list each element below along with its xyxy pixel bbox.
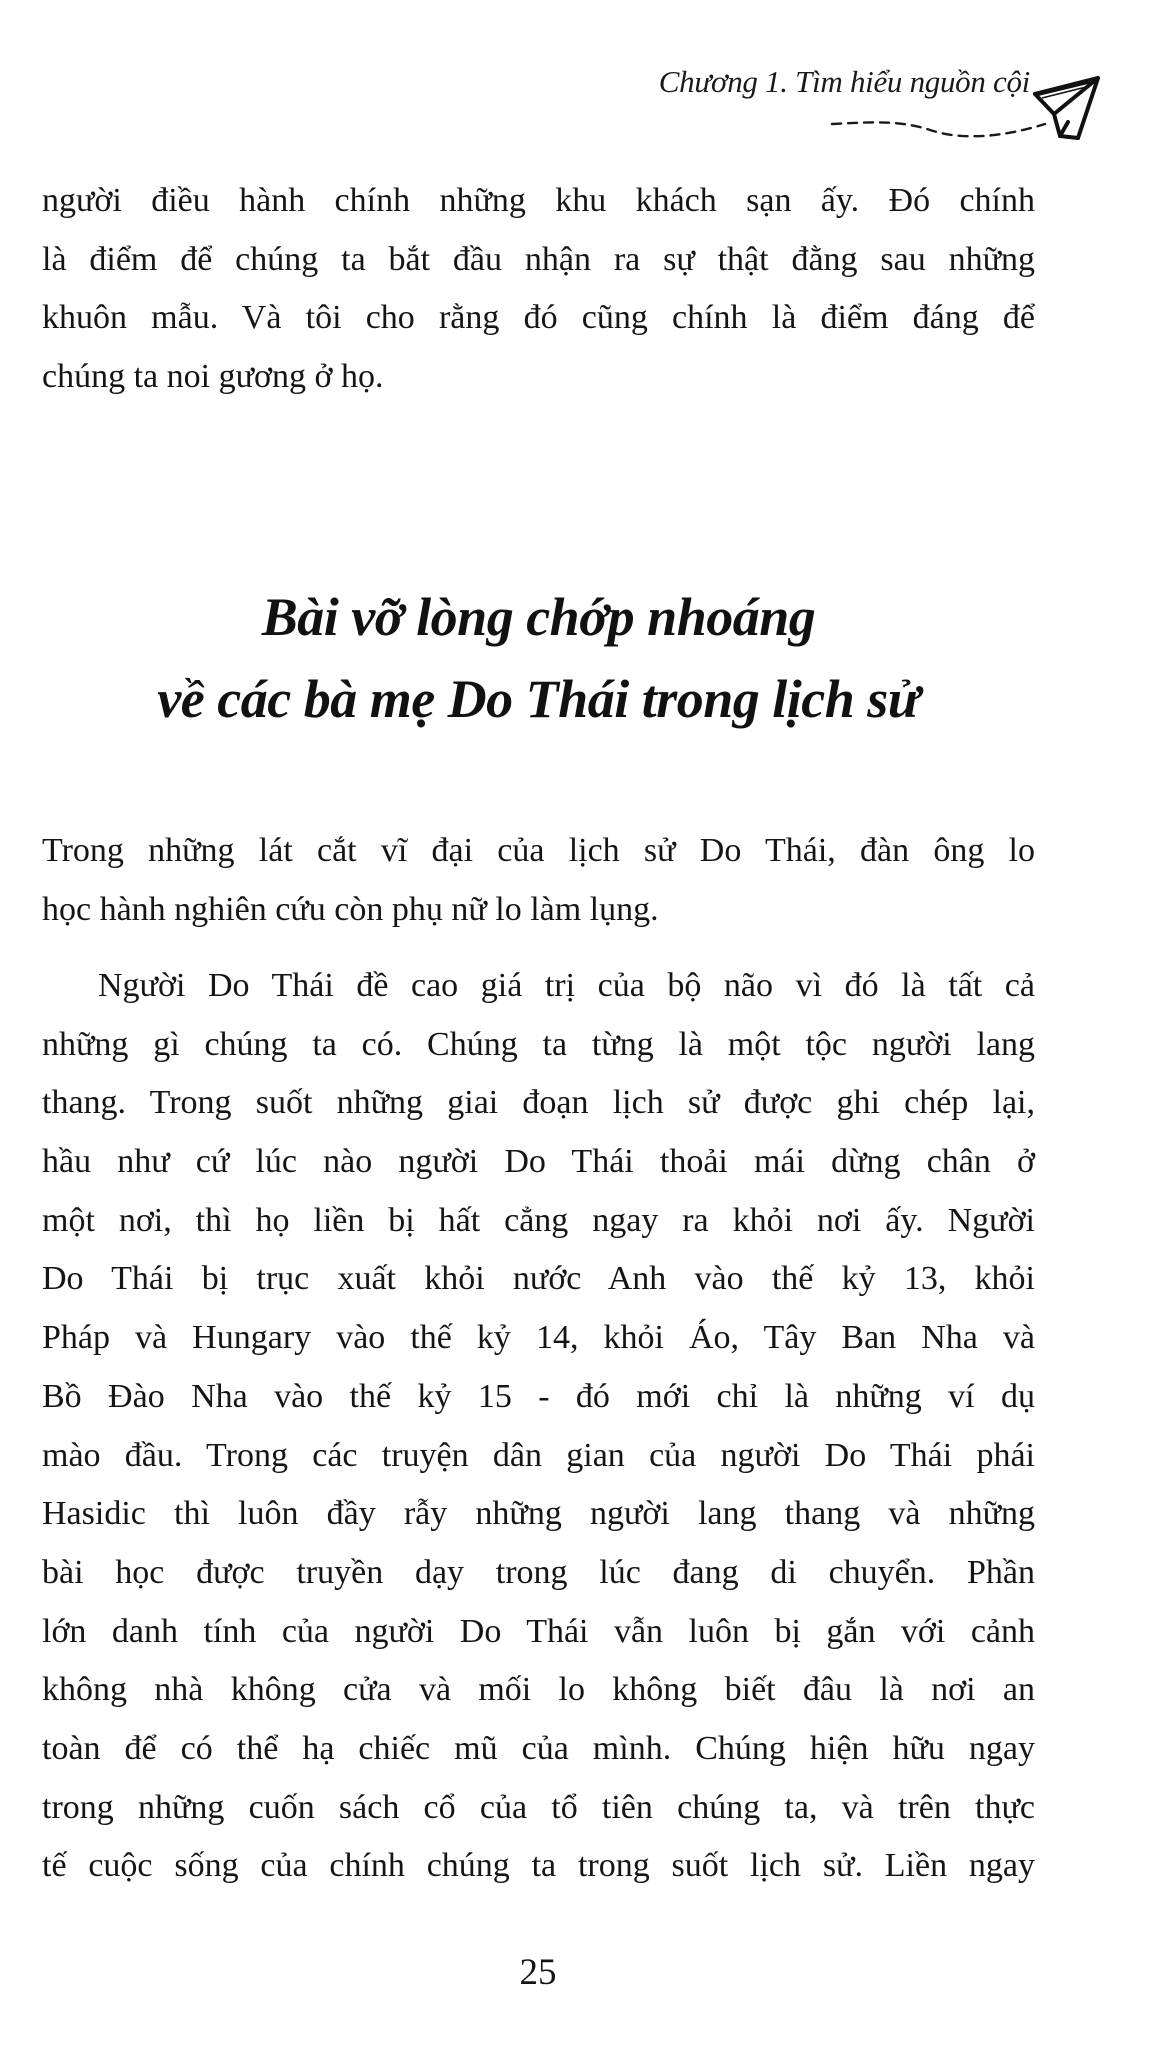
section-title-line-1: Bài vỡ lòng chớp nhoáng (261, 587, 816, 647)
text-line: Do Thái bị trục xuất khỏi nước Anh vào thế kỷ 13, khỏi (42, 1260, 1035, 1298)
text-line: Pháp và Hungary vào thế kỷ 14, khỏi Áo, Tây Ban Nha và (42, 1319, 1035, 1357)
paragraph-intro (42, 822, 1035, 939)
text-line: thang. Trong suốt những giai đoạn lịch sử được ghi chép lại, (42, 1084, 1035, 1122)
text-line: toàn để có thể hạ chiếc mũ của mình. Chúng hiện hữu ngay (42, 1729, 1035, 1767)
paper-plane-icon (1030, 74, 1105, 144)
section-title (42, 576, 1035, 740)
text-line: Người Do Thái đề cao giá trị của bộ não vì đó là tất cả (98, 967, 1035, 1004)
text-line: chúng ta noi gương ở họ. (42, 358, 384, 396)
text-line: trong những cuốn sách cổ của tổ tiên chúng ta, và trên thực (42, 1788, 1035, 1826)
text-line: lớn danh tính của người Do Thái vẫn luôn bị gắn với cảnh (42, 1612, 1035, 1650)
page-number: 25 (519, 1952, 557, 1993)
text-line: khuôn mẫu. Và tôi cho rằng đó cũng chính là điểm đáng để (42, 299, 1035, 337)
dashed-flight-path-icon (830, 108, 1060, 148)
text-line: Trong những lát cắt vĩ đại của lịch sử Do Thái, đàn ông lo (42, 832, 1035, 869)
text-line: tế cuộc sống của chính chúng ta trong suốt lịch sử. Liền ngay (42, 1847, 1035, 1885)
text-line: người điều hành chính những khu khách sạn ấy. Đó chính (42, 182, 1035, 219)
text-line: những gì chúng ta có. Chúng ta từng là một tộc người lang (42, 1025, 1035, 1063)
text-line: hầu như cứ lúc nào người Do Thái thoải mái dừng chân ở (42, 1143, 1035, 1181)
paragraph-body (42, 957, 1035, 1896)
text-line: mào đầu. Trong các truyện dân gian của người Do Thái phái (42, 1436, 1035, 1474)
text-line: học hành nghiên cứu còn phụ nữ lo làm lụng. (42, 890, 659, 928)
text-line: là điểm để chúng ta bắt đầu nhận ra sự thật đằng sau những (42, 240, 1035, 278)
text-line: Bồ Đào Nha vào thế kỷ 15 - đó mới chỉ là những ví dụ (42, 1377, 1035, 1415)
text-line: bài học được truyền dạy trong lúc đang di chuyển. Phần (42, 1553, 1035, 1591)
text-line: một nơi, thì họ liền bị hất cẳng ngay ra khỏi nơi ấy. Người (42, 1201, 1035, 1239)
text-line: Hasidic thì luôn đầy rẫy những người lang thang và những (42, 1495, 1035, 1533)
running-header-chapter-title: Chương 1. Tìm hiểu nguồn cội (658, 64, 1030, 99)
text-line: không nhà không cửa và mối lo không biết đâu là nơi an (42, 1671, 1035, 1709)
paragraph-continuation (42, 172, 1035, 407)
section-title-line-2: về các bà mẹ Do Thái trong lịch sử (157, 669, 920, 729)
